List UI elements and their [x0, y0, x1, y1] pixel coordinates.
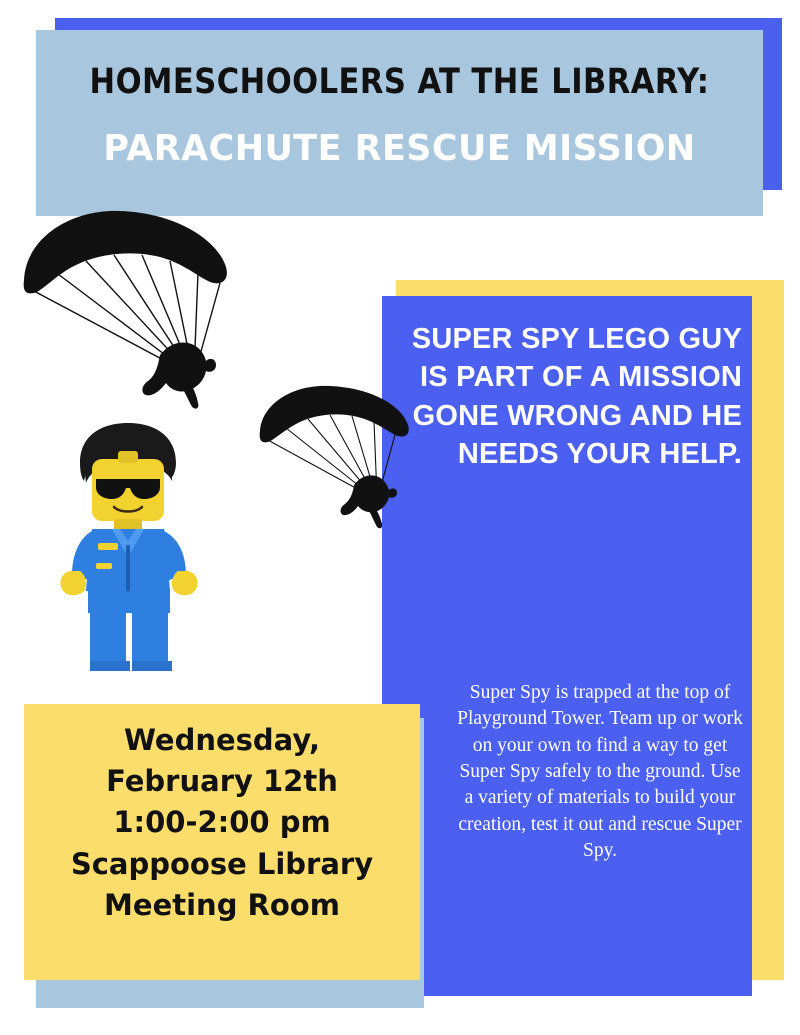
- event-details: [24, 720, 420, 926]
- event-location: Scappoose Library: [70, 846, 374, 881]
- page-title: HOMESCHOOLERS AT THE LIBRARY:: [89, 62, 710, 102]
- parachutist-icon: [250, 375, 425, 560]
- event-day: Wednesday,: [123, 723, 321, 757]
- event-room: Meeting Room: [104, 887, 340, 922]
- event-date: February 12th: [106, 764, 338, 799]
- header-band: [36, 30, 763, 216]
- event-time: 1:00-2:00 pm: [113, 805, 331, 840]
- headline-text: SUPER SPY LEGO GUY IS PART OF A MISSION GONE WRONG AND HE NEEDS YOUR HELP.: [411, 323, 742, 470]
- lego-minifigure-icon: [40, 415, 220, 685]
- body-copy-text: Super Spy is trapped at the top of Playground Tower. Team up or work on your own to find a way to get Super Spy safely to the ground. Use a variety of materials to build your creation, test it out and rescue Super Spy.: [457, 682, 743, 861]
- page-subtitle: PARACHUTE RESCUE MISSION: [103, 128, 696, 169]
- parachutist-icon: [10, 195, 240, 415]
